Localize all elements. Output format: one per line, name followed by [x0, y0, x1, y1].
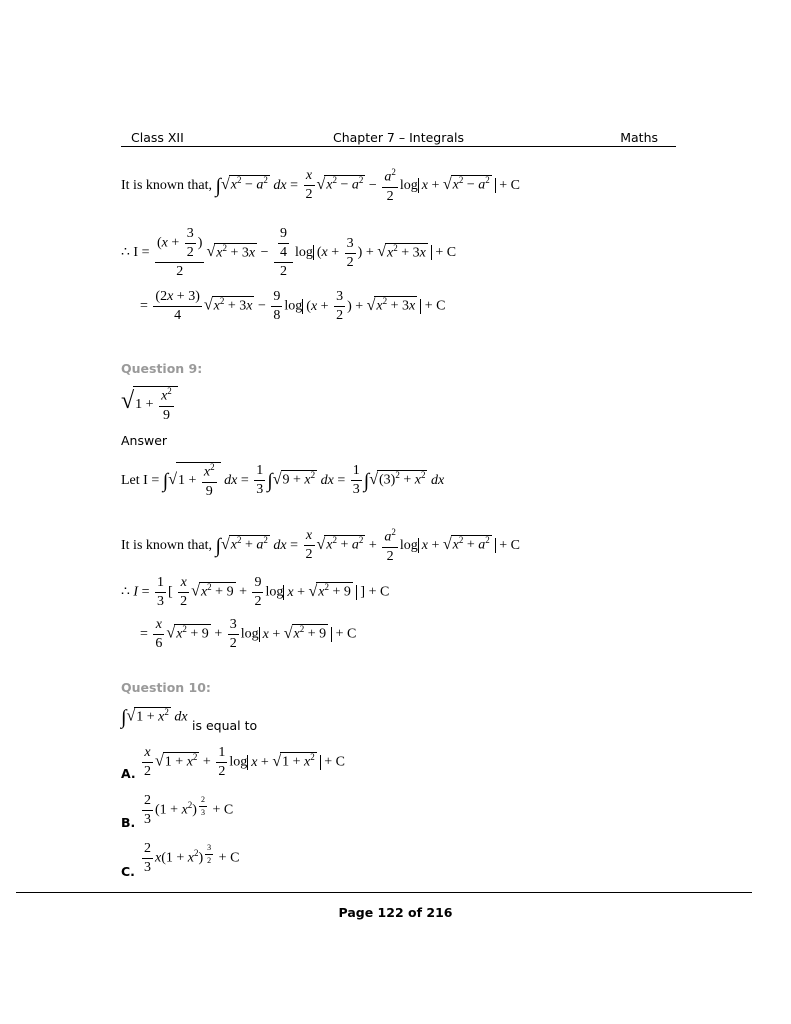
footer-divider: [16, 892, 752, 893]
formula-q9-therefore-line2: = $\frac{x}{6}$ $√x^2 + 9$ + $\frac{3}{2}$ $\log x + √x^2 + 9 + C$: [140, 617, 357, 651]
formula-therefore-line1: ∴ I = (x + $\frac{3}{2}$ ) 2 $√x^2 + 3x$ − $\frac{\frac{9}{4}}{2}$ log (x + $\frac{3}{2}$ ) + $√x^2 + 3x + C$: [121, 226, 457, 279]
option-a-label: A.: [121, 766, 136, 781]
option-c-expression: $\frac{2}{3}$ $x(1 + x^2)$ $^{\frac{3}{2}}$ + C: [144, 841, 240, 875]
formula-known-sqrt-x2-minus-a2: It is known that, $\int√x^2 - a^2$ dx = $\frac{x}{2}$ $√x^2 - a^2$ − $\frac{a^2}{2}$ $\log x + √x^2 - a^2 + C$: [121, 167, 520, 204]
therefore-label: ∴ I =: [121, 245, 150, 261]
page-number: Page 122 of 216: [338, 905, 453, 920]
question-9-heading: Question 9:: [121, 361, 203, 376]
option-a-expression: $\frac{x}{2}$ $√1 + x^2$ + $\frac{1}{2}$ $\log x + √1 + x^2 + C$: [144, 745, 345, 779]
header-class: Class XII: [131, 130, 184, 145]
question-9-expression: √1 + $\frac{x^2}{9}$: [121, 386, 178, 423]
formula-therefore-line2: = $\frac{(2x + 3)}{4}$ $√x^2 + 3x$ − $\frac{9}{8}$ log (x + $\frac{3}{2}$ ) + $√x^2 + 3x + C$: [140, 289, 446, 323]
answer-label: Answer: [121, 433, 168, 448]
option-b-label: B.: [121, 815, 136, 830]
is-equal-to-text: is equal to: [192, 718, 258, 733]
option-b-expression: $\frac{2}{3}$ $(1 + x^2)$ $^{\frac{2}{3}}$ + C: [144, 793, 234, 827]
formula-known-sqrt-x2-plus-a2: It is known that, $\int√x^2 + a^2$ dx = $\frac{x}{2}$ $√x^2 + a^2$ + $\frac{a^2}{2}$ $\log x + √x^2 + a^2 + C$: [121, 527, 520, 564]
header-subject: Maths: [620, 130, 658, 145]
formula-q9-therefore-line1: ∴ I = $\frac{1}{3}$ [ $\frac{x}{2}$ $√x^2 + 9$ + $\frac{9}{2}$ $\log x + √x^2 + 9$ ] + C: [121, 575, 390, 609]
header-chapter: Chapter 7 – Integrals: [332, 130, 465, 145]
question-10-expression: $\int√1 + x^2$ dx: [121, 706, 188, 729]
option-c-label: C.: [121, 864, 135, 879]
question-10-heading: Question 10:: [121, 680, 211, 695]
page-header: [121, 130, 676, 147]
known-label: It is known that,: [121, 178, 212, 194]
formula-let-i: Let I = ∫√1 + $\frac{x^2}{9}$ dx = $\frac{1}{3}$ $\int√9 + x^2$ dx = $\frac{1}{3}$ $\int√(3)^2 + x^2$ dx: [121, 462, 445, 499]
